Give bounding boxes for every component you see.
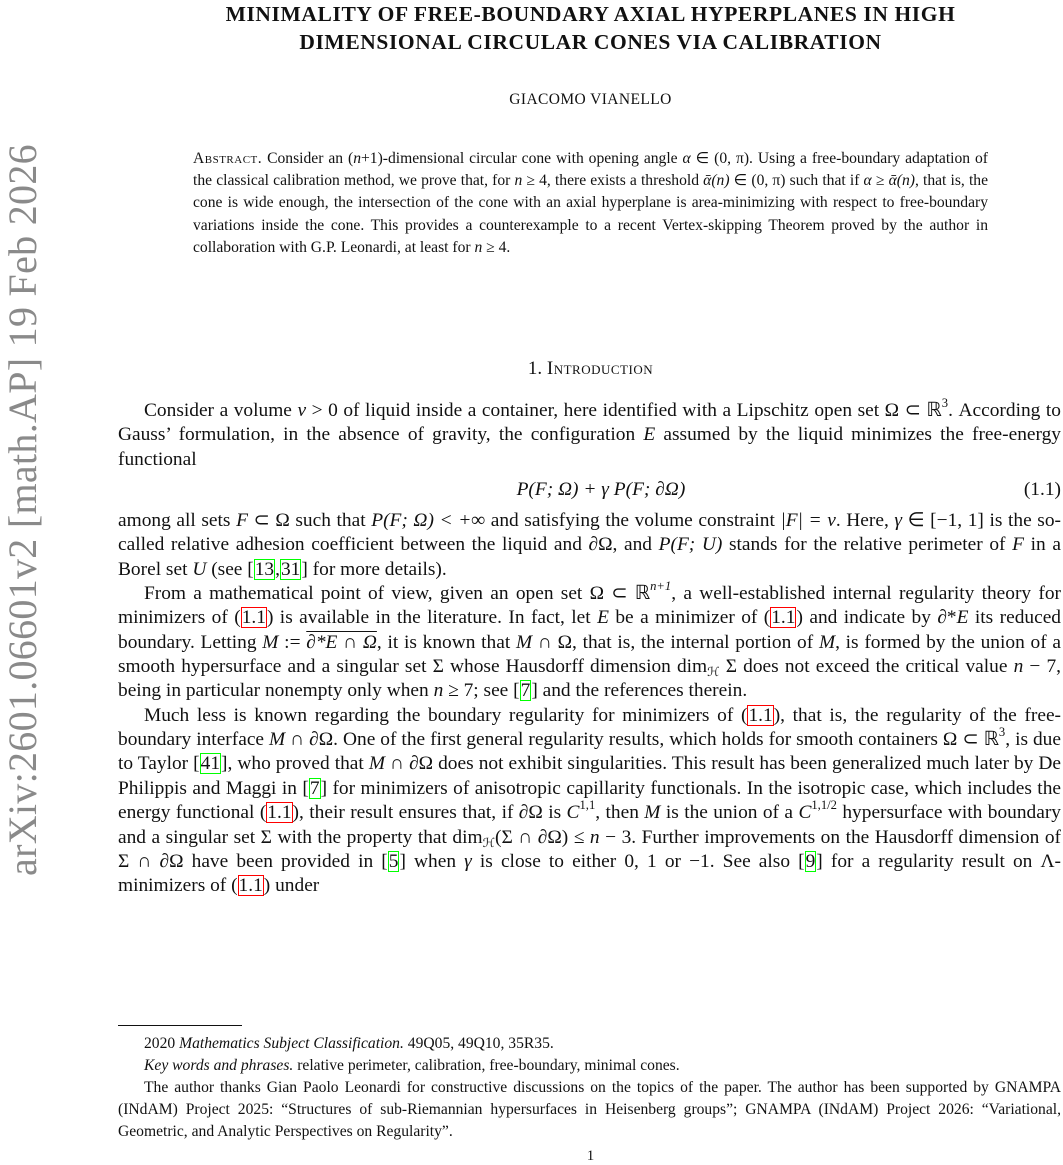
footnote-acknowledgements: The author thanks Gian Paolo Leonardi for constructive discussions on the topics of the paper. The author has been supported by GNAMPA (INdAM) Project 2025: “Structures of sub-Riemannian hypersurfaces in Heisenberg groups”; GNAMPA (INdAM) Project 2026: “Variational, Geometric, and Analytic Perspectives on Regularity”. — [118, 1079, 1061, 1140]
section-heading-introduction: 1. Introduction — [527, 358, 654, 379]
body-text — [118, 396, 1062, 899]
equation-ref-link-1-1[interactable]: 1.1 — [267, 802, 292, 824]
footnote-divider — [118, 1025, 242, 1026]
equation-ref-link-1-1[interactable]: 1.1 — [771, 607, 796, 629]
page-number: 1 — [586, 1148, 595, 1164]
citation-link-5[interactable]: 5 — [388, 850, 399, 872]
citation-link-41[interactable]: 41 — [200, 753, 221, 775]
author-name: GIACOMO VIANELLO — [509, 91, 672, 108]
title-line-2: DIMENSIONAL CIRCULAR CONES VIA CALIBRATION — [299, 30, 882, 54]
paragraph-1: Consider a volume v > 0 of liquid inside a container, here identified with a Lipschitz open set Ω ⊂ ℝ$^3$. According to Gauss’ formulation, in the absence of gravity, the configuration E assumed by the liquid minimizes the free-energy functional — [118, 396, 1061, 470]
footnote-msc: 2020 Mathematics Subject Classification. 49Q05, 49Q10, 35R35. — [144, 1035, 554, 1052]
citation-link-9[interactable]: 9 — [805, 850, 816, 872]
citation-link-31[interactable]: 31 — [280, 558, 301, 580]
title-line-1: MINIMALITY OF FREE-BOUNDARY AXIAL HYPERPLANES IN HIGH — [225, 2, 956, 26]
citation-link-7[interactable]: 7 — [520, 680, 531, 702]
equation-ref-link-1-1[interactable]: 1.1 — [238, 875, 263, 897]
equation-number: (1.1) — [1023, 479, 1061, 501]
equation-formula: P(F; Ω) + γ P(F; ∂Ω) — [516, 479, 686, 501]
abstract: Abstract. Consider an (n+1)-dimensional circular cone with opening angle α ∈ (0, π). Using a free-boundary adaptation of the classical calibration method, we prove that, for n ≥ 4, there exists a threshold ᾱ(n) ∈ (0, π) such that if α ≥ ᾱ(n), that is, the cone is wide enough, the intersection of the cone with an axial hyperplane is area-minimizing with respect to free-boundary variations inside the cone. This provides a counterexample to a recent Vertex-skipping Theorem proved by the author in collaboration with G.P. Leonardi, at least for n ≥ 4. — [193, 150, 989, 256]
paragraph-2: among all sets F ⊂ Ω such that P(F; Ω) < +∞ and satisfying the volume constraint |F| = v. Here, γ ∈ [−1, 1] is the so-called relative adhesion coefficient between the liquid and ∂Ω, and P(F; U) stands for the relative perimeter of F in a Borel set U (see [13,31] for more details). — [118, 510, 1061, 580]
citation-link-7[interactable]: 7 — [309, 777, 320, 799]
footnotes — [118, 1033, 1061, 1143]
paragraph-3: From a mathematical point of view, given an open set Ω ⊂ ℝ$^{n+1}$, a well-established internal regularity theory for minimizers of (1.1) is available in the literature. In fact, let E be a minimizer of (1.1) and indicate by ∂*E its reduced boundary. Letting M := ∂*E ∩ Ω, it is known that M ∩ Ω, that is, the internal portion of M, is formed by the union of a smooth hypersurface and a singular set Σ whose Hausdorff dimension dim$_ℋ$ Σ does not exceed the critical value n − 7, being in particular nonempty only when n ≥ 7; see [7] and the references therein. — [118, 579, 1062, 702]
equation-1-1 — [118, 472, 1061, 509]
equation-ref-link-1-1[interactable]: 1.1 — [241, 607, 266, 629]
footnote-keywords: Key words and phrases. relative perimeter, calibration, free-boundary, minimal cones. — [144, 1057, 680, 1074]
equation-ref-link-1-1[interactable]: 1.1 — [748, 704, 773, 726]
paragraph-4: Much less is known regarding the boundary regularity for minimizers of (1.1), that is, the regularity of the free-boundary interface M ∩ ∂Ω. One of the first general regularity results, which holds for smooth containers Ω ⊂ ℝ$^3$, is due to Taylor [41], who proved that M ∩ ∂Ω does not exhibit singularities. This result has been generalized much later by De Philippis and Maggi in [7] for minimizers of anisotropic capillarity functionals. In the isotropic case, which includes the energy functional (1.1), their result ensures that, if ∂Ω is C$^{1,1}$, then M is the union of a $C^{1,1/2}$ hypersurface with boundary and a singular set Σ with the property that dim$_ℋ$(Σ ∩ ∂Ω) ≤ n − 3. Further improvements on the Hausdorff dimension of Σ ∩ ∂Ω have been provided in [5] when γ is close to either 0, 1 or −1. See also [9] for a regularity result on Λ-minimizers of (1.1) under — [118, 704, 1062, 897]
abstract-label: Abstract. — [193, 150, 263, 167]
arxiv-identifier-stamp: arXiv:2601.06601v2 [math.AP] 19 Feb 2026 — [0, 144, 45, 876]
citation-link-13[interactable]: 13 — [254, 558, 275, 580]
paper-title — [118, 0, 1063, 56]
